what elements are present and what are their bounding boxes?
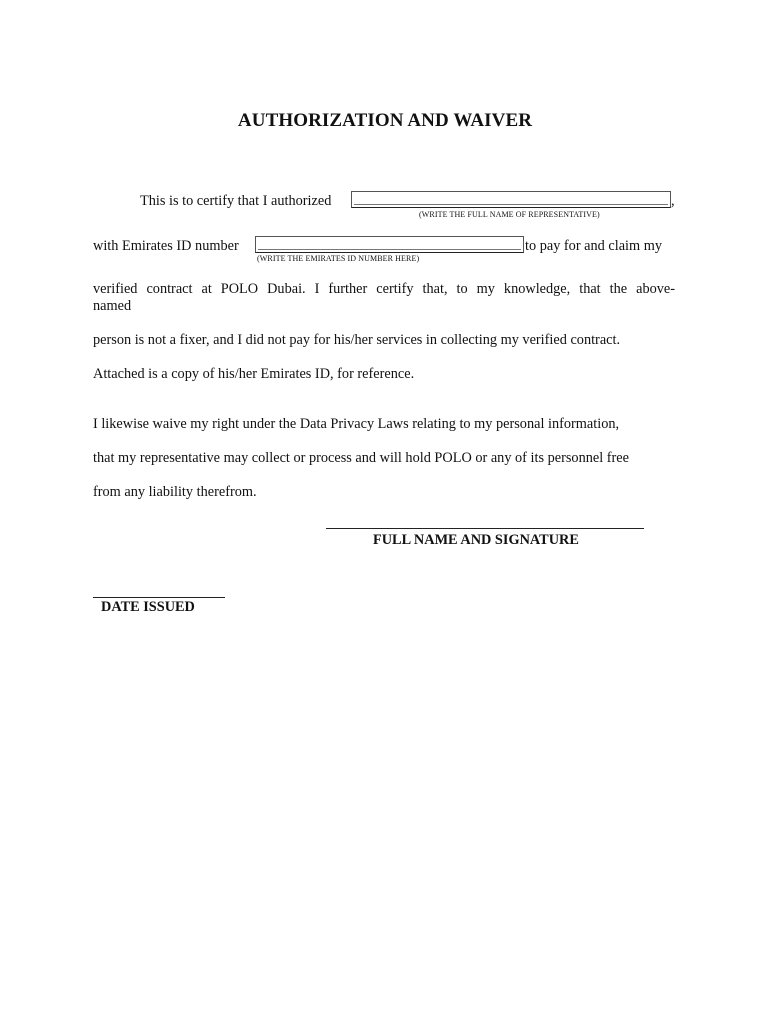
emirates-id-hint: (WRITE THE EMIRATES ID NUMBER HERE) (257, 254, 420, 263)
emirates-id-field[interactable] (255, 236, 524, 253)
verified-contract-text: verified contract at POLO Dubai. I further certify that, to my knowledge, that the above- (93, 281, 675, 297)
pay-and-claim-text: to pay for and claim my (525, 238, 662, 254)
waiver-text-line3: from any liability therefrom. (93, 484, 257, 500)
verified-contract-text-cont: named (93, 298, 132, 314)
representative-name-field[interactable] (351, 191, 671, 208)
emirates-id-label: with Emirates ID number (93, 238, 239, 254)
signature-caption: FULL NAME AND SIGNATURE (373, 532, 579, 548)
waiver-text-line1: I likewise waive my right under the Data Privacy Laws relating to my personal information, (93, 416, 620, 432)
waiver-text-line2: that my representative may collect or process and will hold POLO or any of its personnel free (93, 450, 629, 466)
attached-id-text: Attached is a copy of his/her Emirates ID, for reference. (93, 366, 415, 382)
date-caption: DATE ISSUED (101, 599, 195, 615)
signature-line[interactable] (326, 528, 644, 529)
certify-text: This is to certify that I authorized (140, 193, 332, 209)
not-a-fixer-text: person is not a fixer, and I did not pay for his/her services in collecting my verified contract. (93, 332, 621, 348)
certify-comma: , (671, 193, 675, 209)
document-title: AUTHORIZATION AND WAIVER (237, 110, 533, 131)
representative-name-hint: (WRITE THE FULL NAME OF REPRESENTATIVE) (419, 210, 600, 219)
date-line[interactable] (93, 597, 225, 598)
